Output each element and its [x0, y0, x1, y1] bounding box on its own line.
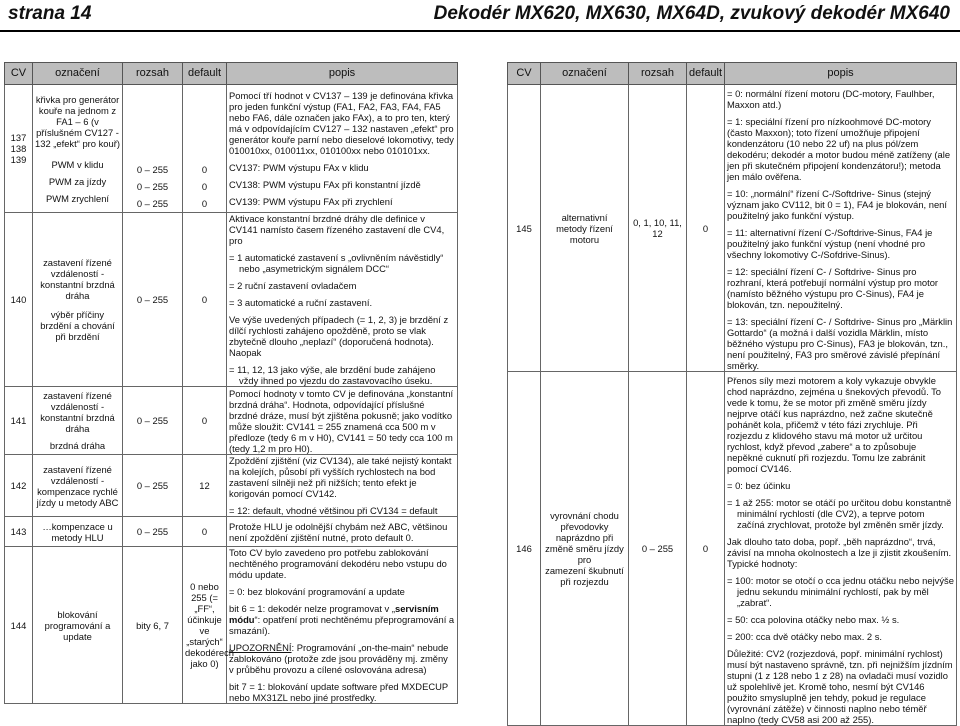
cv-name: [33, 213, 123, 387]
col-range: rozsah: [629, 63, 687, 85]
cv-description: [725, 85, 957, 372]
desc-paragraph: bit 7 = 1: blokování update software před MXDECUP nebo MX31ZL nebo jiné prostředky.: [229, 681, 448, 703]
desc-paragraph: = 2 ruční zastavení ovladačem: [229, 280, 357, 291]
cv-name-line: PWM za jízdy: [48, 175, 107, 187]
table-row: [5, 547, 458, 704]
desc-bold: servisním módu: [229, 603, 439, 625]
col-desc: popis: [725, 63, 957, 85]
desc-paragraph: = 1 až 255: motor se otáčí po určitou dobu konstantně minimální rychlostí (dle CV2), a teprve potom začíná zrychlovat, protože byl změněn směr jízdy.: [727, 497, 952, 530]
cv-name-line: PWM v klidu: [51, 158, 104, 170]
col-default: default: [183, 63, 227, 85]
cv-default: 0 nebo 255 (= „FF“, účinkuje ve „starých“ dekodérech jako 0): [183, 547, 227, 704]
cv-name-line: zamezení škubnutí při rozjezdu: [545, 565, 624, 587]
cv-description: [227, 455, 458, 517]
desc-paragraph: Zpoždění zjištění (viz CV134), ale také nejistý kontakt na kolejích, působí při vyšších rychlostech na bod zastavení silněji než při nižších; tento efekt je korigován pomocí CV142.: [229, 455, 452, 499]
cv-number: 146: [508, 372, 541, 726]
desc-paragraph: Přenos síly mezi motorem a koly vykazuje obvykle chod naprázdno, zejména u šnekových převodů. To vede k tomu, že se motor při změně směru jízdy nejprve otáčí kus naprázdno, než začne skutečně pohánět kola, přičemž v této fázi zrychluje. Při rozjezdu z klidového stavu má motor už určitou rychlost, když převod „zabere“ a to způsobuje nepěkné cuknutí při rozjezdu. Tomu lze zabránit pomocí CV146.: [727, 375, 942, 474]
desc-paragraph: = 3 automatické a ruční zastavení.: [229, 297, 373, 308]
cv-default: 0: [687, 85, 725, 372]
cv-name-line: výběr příčiny brzdění a chování při brzdění: [40, 309, 115, 342]
document-title: Dekodér MX620, MX630, MX64D, zvukový dekodér MX640: [433, 3, 950, 24]
desc-paragraph: = 11: alternativní řízení C-/Softdrive-Sinus, FA4 je použitelný jako funkční výstup (není vhodné pro všechny lokomotivy C-/Sofdrive-Sinus).: [727, 227, 933, 260]
cv-name-line: vyrovnání chodu převodovky: [550, 510, 619, 532]
desc-paragraph: CV138: PWM výstupu FAx při konstantní jízdě: [229, 179, 421, 190]
cv-number: [5, 85, 33, 213]
desc-underline: UPOZORNĚNÍ: [229, 642, 292, 653]
cv-default: [183, 85, 227, 213]
desc-paragraph: = 0: bez účinku: [727, 480, 791, 491]
right-cv-table: [507, 62, 957, 726]
cv-range: 0 – 255: [123, 387, 183, 455]
cv-name-line: křivka pro generátor kouře na jednom z FA1 – 6 (v příslušném CV127 - 132 „efekt“ pro kouř): [35, 93, 120, 149]
cv-range: 0 – 255: [629, 372, 687, 726]
desc-paragraph: Aktivace konstantní brzdné dráhy dle definice v CV141 namísto časem řízeného zastavení dle CV4, pro: [229, 213, 445, 246]
cv-number: 140: [5, 213, 33, 387]
default-value: 0: [201, 198, 208, 209]
cv-name: alternativní metody řízení motoru: [541, 85, 629, 372]
table-header-row: [508, 63, 957, 85]
desc-paragraph: Toto CV bylo zavedeno pro potřebu zablokování nechtěného programování dekodéru nebo vstupu do módu update.: [229, 547, 447, 580]
cv-number: 142: [5, 455, 33, 517]
desc-paragraph: = 1: speciální řízení pro nízkoohmové DC-motory (často Maxxon); toto řízení umožňuje připojení kondenzátoru (10 nebo 22 uf) na plus pól/zem dekodéru; dekodér a motor budou méně zatíženy (ale jen při skutečném připojení kondenzátoru!); metoda jen málo ověřena.: [727, 116, 951, 182]
range-value: 0 – 255: [136, 181, 169, 192]
col-range: rozsah: [123, 63, 183, 85]
table-header-row: [5, 63, 458, 85]
col-cv: CV: [5, 63, 33, 85]
cv-range: 0 – 255: [123, 455, 183, 517]
desc-paragraph: Jak dlouho tato doba, popř. „běh naprázdno“, trvá, závisí na mnoha okolnostech a lze ji zjistit zkoušením. Typické hodnoty:: [727, 536, 952, 569]
cv-137: 137: [10, 132, 27, 143]
cv-range: bity 6, 7: [123, 547, 183, 704]
desc-paragraph: = 11, 12, 13 jako výše, ale brzdění bude zahájeno vždy ihned po vjezdu do zastavovacího úseku.: [229, 364, 436, 386]
cv-range: 0 – 255: [123, 517, 183, 547]
col-desc: popis: [227, 63, 458, 85]
desc-paragraph: [229, 603, 455, 636]
cv-name: [33, 387, 123, 455]
table-row: [508, 372, 957, 726]
desc-paragraph: Důležité: CV2 (rozjezdová, popř. minimální rychlost) musí být nastaveno správně, tzn. při nejnižším jízdním stupni (1 z 128 nebo 1 z 28) na ovladači musí vozidlo už spolehlivě jet. Kromě toho, nesmí být CV146 použito smysluplně jen tehdy, pokud je regulace (vyrovnání zátěže) v činnosti naplno nebo téměř naplno (tedy CV58 asi 200 až 255).: [727, 648, 953, 725]
desc-paragraph: = 50: cca polovina otáčky nebo max. ½ s.: [727, 614, 900, 625]
range-value: 0 – 255: [136, 198, 169, 209]
cv-number: 141: [5, 387, 33, 455]
cv-default: 0: [183, 517, 227, 547]
desc-paragraph: = 13: speciální řízení C- / Softdrive- Sinus pro „Märklin Gottardo“ (a možná i další vozidla Märklin, místo běžného výstupu pro C-Sinus), FA3 je blokován, tzn., není použitelný, FA3 pro směrové závislé přepínání směrky.: [727, 316, 953, 371]
desc-paragraph: = 100: motor se otočí o cca jednu otáčku nebo nejvýše jednu sekundu minimální rychlostí, pak by měl „zabrat“.: [727, 575, 954, 608]
range-value: 0 – 255: [136, 164, 169, 175]
cv-default: 0: [183, 387, 227, 455]
desc-paragraph: = 0: normální řízení motoru (DC-motory, Faulhber, Maxxon atd.): [727, 88, 935, 110]
default-value: 0: [201, 181, 208, 192]
cv-number: 144: [5, 547, 33, 704]
cv-name-line: zastavení řízené vzdáleností - konstantní brzdná dráha: [40, 390, 115, 434]
desc-paragraph: Pomocí tří hodnot v CV137 – 139 je definována křivka pro jeden funkční výstup (FA1, FA2, FA3, FA4, FA5 nebo FA6, dále označen jako FAx), a to pro ten, který má v odpovídajícím CV127 – 132 nastaven „efekt“ pro generátor kouře parní nebo dieselové lokomotivy, tedy 010010xx, 010011xx, 010100xx nebo 010101xx.: [229, 90, 454, 156]
desc-paragraph: = 12: default, vhodné většinou při CV134 = default: [229, 505, 438, 516]
desc-paragraph: CV137: PWM výstupu FAx v klidu: [229, 162, 369, 173]
desc-paragraph: [229, 642, 455, 675]
table-row: [5, 85, 458, 213]
desc-text: “: opatření proti nechtěnému přeprogramování a smazání).: [229, 614, 455, 636]
page-number: strana 14: [8, 3, 92, 24]
cv-138: 138: [10, 143, 27, 154]
cv-name-line: naprázdno při změně směru jízdy: [545, 532, 624, 554]
cv-name: blokování programování a update: [33, 547, 123, 704]
desc-paragraph: CV139: PWM výstupu FAx při zrychlení: [229, 196, 393, 207]
desc-paragraph: = 200: cca dvě otáčky nebo max. 2 s.: [727, 631, 883, 642]
cv-name-line: PWM zrychlení: [45, 192, 110, 204]
cv-range: [123, 85, 183, 213]
cv-139: 139: [10, 154, 27, 165]
header-rule: [0, 30, 960, 32]
cv-default: 12: [183, 455, 227, 517]
col-name: označení: [541, 63, 629, 85]
col-default: default: [687, 63, 725, 85]
cv-name-line: zastavení řízené vzdáleností - konstantní brzdná dráha: [40, 257, 115, 301]
cv-default: 0: [183, 213, 227, 387]
default-value: 0: [201, 164, 208, 175]
cv-range: 0, 1, 10, 11, 12: [629, 85, 687, 372]
cv-range: 0 – 255: [123, 213, 183, 387]
cv-name: zastavení řízené vzdáleností - kompenzace rychlé jízdy u metody ABC: [33, 455, 123, 517]
table-row: [5, 213, 458, 387]
desc-paragraph: = 1 automatické zastavení s „ovlivněním návěstidly“ nebo „asymetrickým signálem DCC“: [229, 252, 444, 274]
cv-description: [725, 372, 957, 726]
cv-description: Pomocí hodnoty v tomto CV je definována „konstantní brzdná dráha“. Hodnota, odpovídající příslušné brzdné dráze, musí být zjištěna pokusně; jako vodítko může sloužit: CV141 = 255 znamená cca 500 m v předloze (tedy 6 m v H0), CV141 = 50 tedy cca 100 m (tedy 1,2 m pro H0).: [227, 387, 458, 455]
cv-name-line: brzdná dráha: [49, 440, 106, 451]
left-cv-table: [4, 62, 458, 704]
desc-text: : Programování „on-the-main“ nebude zablokováno (protože zde jsou prováděny mj. změny v průběhu provozu a cílené oslovována adresa): [229, 642, 449, 675]
cv-description: [227, 547, 458, 704]
desc-paragraph: = 12: speciální řízení C- / Softdrive- Sinus pro rozhraní, která potřebují normální výstup pro motor (namísto běžného výstupu pro C-Sinus), FA4 je blokován, tzn. nepoužitelný.: [727, 266, 939, 310]
table-row: [5, 455, 458, 517]
cv-name-line: pro: [577, 554, 592, 565]
cv-default: 0: [687, 372, 725, 726]
desc-paragraph: = 0: bez blokování programování a update: [229, 586, 405, 597]
col-name: označení: [33, 63, 123, 85]
col-cv: CV: [508, 63, 541, 85]
desc-paragraph: Ve výše uvedených případech (= 1, 2, 3) je brzdění z dílčí rychlosti zahájeno opožděně, proto se vlak zbytečně dlouho „neplazí“ (doporučená hodnota). Naopak: [229, 314, 449, 358]
cv-number: 145: [508, 85, 541, 372]
desc-paragraph: = 10: „normální“ řízení C-/Softdrive- Sinus (stejný význam jako CV112, bit 0 = 1), FA4 je blokován, není použitelný jako funkční výstup.: [727, 188, 947, 221]
cv-name: …kompenzace u metody HLU: [33, 517, 123, 547]
page-header: [0, 0, 960, 34]
table-row: [5, 517, 458, 547]
cv-description: [227, 85, 458, 213]
table-row: [5, 387, 458, 455]
cv-number: 143: [5, 517, 33, 547]
cv-description: Protože HLU je odolnější chybám než ABC, většinou není zpoždění zjištění nutné, proto default 0.: [227, 517, 458, 547]
cv-description: [227, 213, 458, 387]
desc-text: bit 6 = 1: dekodér nelze programovat v „: [229, 603, 395, 614]
cv-name: [33, 85, 123, 213]
table-row: [508, 85, 957, 372]
cv-name: [541, 372, 629, 726]
